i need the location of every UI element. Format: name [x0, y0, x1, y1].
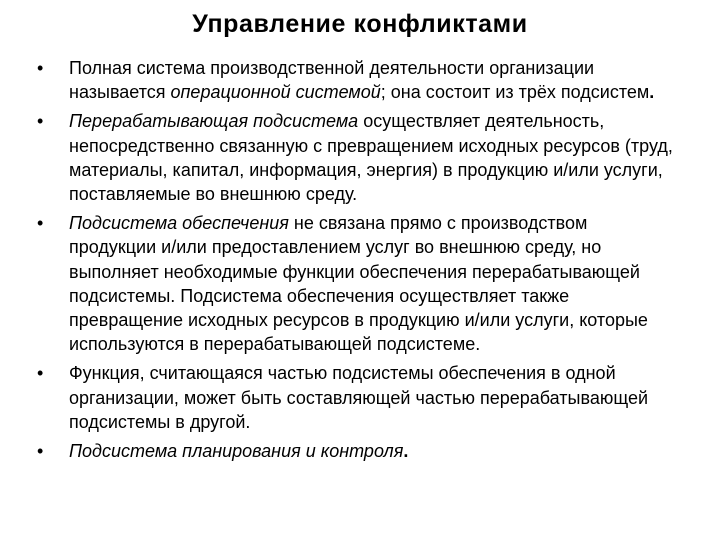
bullet-marker: •: [37, 363, 44, 384]
bullet-text: [69, 56, 677, 104]
emphasized-term: Перерабатывающая подсистема: [69, 111, 359, 132]
bullet-text-run: ; она состоит из трёх подсистем: [380, 82, 650, 103]
slide-title: Управление конфликтами: [192, 10, 528, 38]
bullet-text-run: осуществляет деятельность, непосредственно связанную с превращением исходных ресурсов (труд, материалы, капитал, информация, энергия) в продукцию и/или услуги, поставляемые во внешнюю среду.: [69, 111, 673, 205]
bullet-item: [37, 56, 677, 104]
bullet-text: [69, 361, 677, 434]
bullet-text-run: .: [649, 82, 655, 103]
bullet-item: [37, 439, 677, 463]
bullet-text-run: не связана прямо с производством продукции и/или предоставлением услуг во внешнюю среду, но выполняет необходимые функции обеспечения перерабатывающей подсистемы. Подсистема обеспечения осуществляет также превращение исходных ресурсов в продукцию и/или услуги, которые используются в перерабатывающей подсистеме.: [69, 213, 648, 355]
bullet-item: [37, 211, 677, 356]
emphasized-term: Подсистема обеспечения: [69, 213, 289, 234]
emphasized-term: операционной системой: [170, 82, 381, 103]
bullet-text: [69, 109, 677, 206]
bullet-text-run: Полная система производственной деятельности организации называется: [69, 58, 595, 103]
bullet-text-run: .: [403, 441, 409, 462]
bullet-marker: •: [37, 441, 44, 462]
bullet-text-run: Функция, считающаяся частью подсистемы обеспечения в одной организации, может быть составляющей частью перерабатывающей подсистемы в другой.: [69, 363, 649, 432]
emphasized-term: Подсистема планирования и контроля: [69, 441, 404, 462]
bullet-marker: •: [37, 58, 44, 78]
bullet-item: [37, 109, 677, 206]
bullet-text: [69, 439, 677, 463]
bullet-item: [37, 361, 677, 434]
bullet-marker: •: [37, 111, 44, 132]
bullet-text: [69, 211, 677, 356]
bullet-list: [37, 56, 677, 463]
bullet-marker: •: [37, 213, 44, 234]
